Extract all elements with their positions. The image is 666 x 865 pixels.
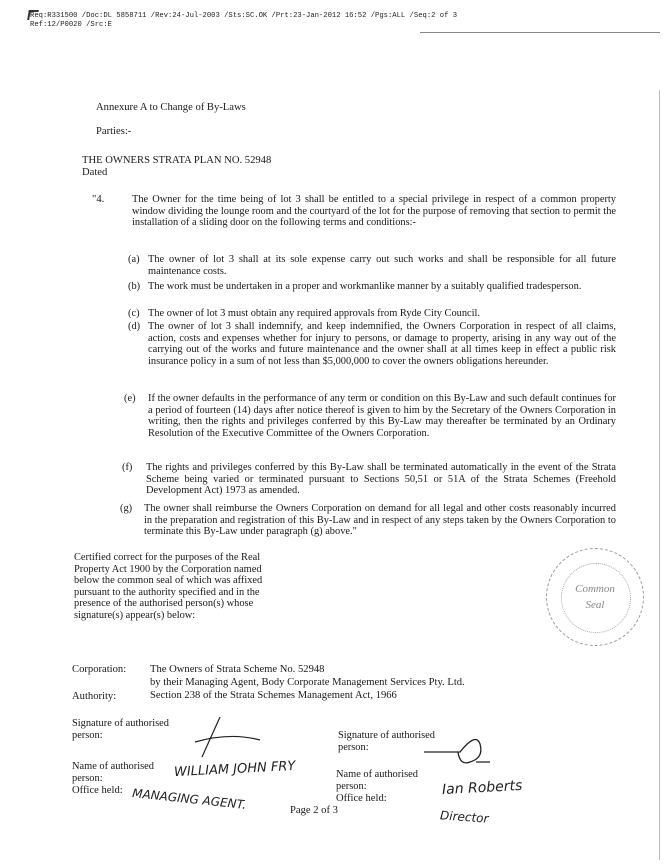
office-label-left: Office held: [72,785,123,796]
signature-left [190,712,270,762]
registry-header [30,12,457,30]
item-label: (b) [128,281,141,292]
registry-header-line2: Ref:12/P0020 /Src:E [30,21,112,29]
common-seal [546,548,644,646]
name-label-right: Name of authorised person: [336,769,418,792]
item-label: (e) [124,393,136,404]
managing-agent-value: by their Managing Agent, Body Corporate Management Services Pty. Ltd. [150,677,465,688]
authority-value: Section 238 of the Strata Schemes Management Act, 1966 [150,690,397,701]
item-text: If the owner defaults in the performance of any term or condition on this By-Law and such default continues for a period of fourteen (14) days after notice thereof is given to him by the Secretary of the Owners Corporation in writing, then the rights and privileges conferred by this By-Law may thereafter be terminated by an Ordinary Resolution of the Executive Committee of the Owners Corporation. [148,393,616,439]
item-label: (a) [128,254,140,265]
corporation-label: Corporation: [72,664,127,675]
strata-plan-title: THE OWNERS STRATA PLAN NO. 52948 [82,155,272,166]
registry-header-line1: Req:R331500 /Doc:DL 5858711 /Rev:24-Jul-2003 /Sts:SC.OK /Prt:23-Jan-2012 16:52 /Pgs:ALL /Seq:2 of 3 [30,12,458,20]
clause-number: "4. [92,194,105,205]
certification-text: Certified correct for the purposes of the Real Property Act 1900 by the Corporation named below the common seal of which was affixed pursuant to the authority specified and in the presence of the authorised person(s) whose signature(s) appear(s) below: [74,552,263,621]
office-label-right: Office held: [336,793,387,804]
item-text: The owner shall reimburse the Owners Corporation on demand for all legal and other costs reasonably incurred in the preparation and registration of this By-Law and in respect of any steps taken by the Owners Corporation to terminate this By-Law under paragraph (g) above." [144,503,616,538]
item-label: (d) [128,321,141,332]
seal-text: Seal [585,599,605,611]
name-handwritten-left: WILLIAM JOHN FRY [173,758,296,781]
scan-edge [659,90,660,860]
signature-label-left: Signature of authorised person: [72,718,169,741]
signature-label-right: Signature of authorised person: [338,730,435,753]
seal-text: Common [575,583,615,595]
common-seal-ring [561,563,631,633]
name-handwritten-right: Ian Roberts [441,777,523,799]
item-text: The owner of lot 3 shall at its sole expense carry out such works and shall be responsible for all future maintenance costs. [148,254,616,277]
parties-label: Parties:- [96,126,132,137]
clause-intro: The Owner for the time being of lot 3 shall be entitled to a special privilege in respect of a common property window dividing the lounge room and the courtyard of the lot for the purpose of removing that section to permit the installation of a sliding door on the following terms and conditions:- [132,194,616,229]
item-text: The owner of lot 3 must obtain any required approvals from Ryde City Council. [148,308,481,319]
annexure-title: Annexure A to Change of By-Laws [96,102,246,113]
signature-right [420,722,500,772]
office-handwritten-right: Director [439,808,489,826]
corporation-value: The Owners of Strata Scheme No. 52948 [150,664,325,675]
authority-label: Authority: [72,691,117,702]
item-text: The work must be undertaken in a proper and workmanlike manner by a suitably qualified tradesperson. [148,281,582,292]
page-number: Page 2 of 3 [290,805,338,816]
item-text: The rights and privileges conferred by this By-Law shall be terminated automatically in the event of the Strata Scheme being varied or terminated pursuant to Sections 50,51 or 51A of the Strata Schemes (Freehold Development Act) 1973 as amended. [146,462,616,497]
name-label-left: Name of authorised person: [72,761,154,784]
item-label: (g) [120,503,133,514]
item-text: The owner of lot 3 shall indemnify, and keep indemnified, the Owners Corporation in respect of all claims, action, costs and expenses whether for injury to persons, or damage to property, arising in any way out of the carrying out of the works and future maintenance and the owner shall at all times keep in effect a public risk insurance policy in a sum of not less than $5,000,000 to cover the owners obligations hereunder. [148,321,616,367]
header-rule [420,32,660,33]
dated-label: Dated [82,167,108,178]
item-label: (f) [122,462,133,473]
item-label: (c) [128,308,140,319]
office-handwritten-left: MANAGING AGENT. [131,786,247,812]
